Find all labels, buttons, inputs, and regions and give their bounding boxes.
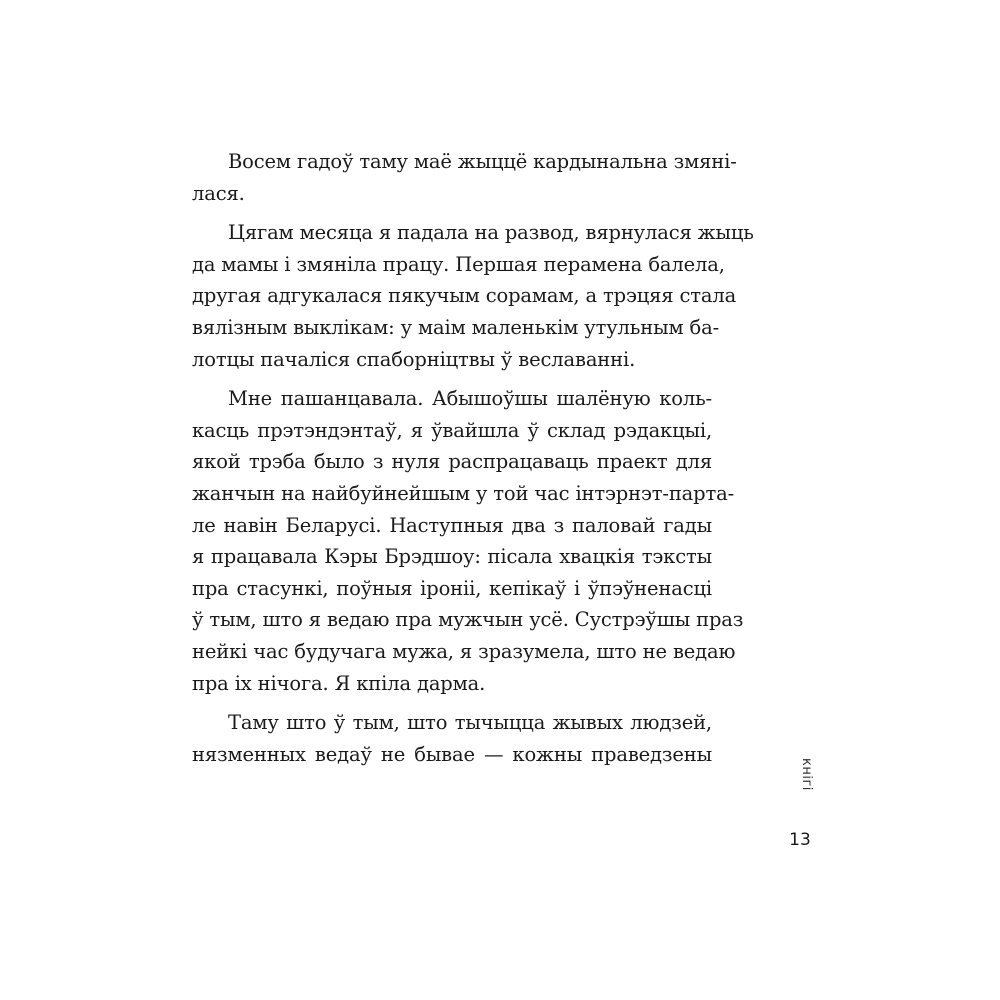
page-number: 13 (789, 830, 811, 850)
text-line: Восем гадоў таму маё жыццё кардынальна змяні- (228, 150, 737, 173)
text-line: ле навін Беларусі. Наступныя два з паловай гады (192, 513, 712, 537)
text-line: лотцы пачаліся спаборніцтвы ў веславанні. (192, 347, 636, 371)
text-line: жанчын на найбуйнейшым у той час інтэрнэт-парта- (192, 481, 735, 505)
paragraph-3 (192, 383, 744, 699)
text-line: вялізным выклікам: у маім маленькім утульным ба- (192, 315, 720, 339)
text-line: нязменных ведаў не бывае — кожны праведзены (192, 742, 712, 766)
text-line: Цягам месяца я падала на развод, вярнулася жыць (228, 221, 754, 245)
text-line: Таму што ў тым, што тычыцца жывых людзей, (228, 711, 712, 735)
paragraph-4 (192, 707, 712, 770)
running-head: кнігі (799, 758, 814, 791)
text-line: пра стасункі, поўныя іроніі, кепікаў і ўпэўненасці (192, 576, 712, 600)
text-line: касць прэтэндэнтаў, я ўвайшла ў склад рэдакцыі, (192, 418, 712, 442)
text-line: ў тым, што я ведаю пра мужчын усё. Сустрэўшы праз (192, 608, 744, 632)
paragraph-1 (192, 146, 737, 209)
text-line: другая адгукалася пякучым сорамам, а трэцяя стала (192, 284, 737, 308)
body-text (192, 146, 754, 778)
text-line: нейкі час будучага мужа, я зразумела, што не ведаю (192, 639, 736, 663)
text-line: я працавала Кэры Брэдшоу: пісала хвацкія тэксты (192, 545, 712, 569)
text-line: пра іх нічога. Я кпіла дарма. (192, 671, 486, 695)
text-line: якой трэба было з нуля распрацаваць праект для (192, 450, 712, 474)
text-line: лася. (192, 181, 245, 205)
text-line: да мамы і змяніла працу. Першая перамена балела, (192, 252, 725, 276)
paragraph-2 (192, 217, 754, 375)
text-line: Мне пашанцавала. Абышоўшы шалёную коль- (228, 387, 712, 411)
